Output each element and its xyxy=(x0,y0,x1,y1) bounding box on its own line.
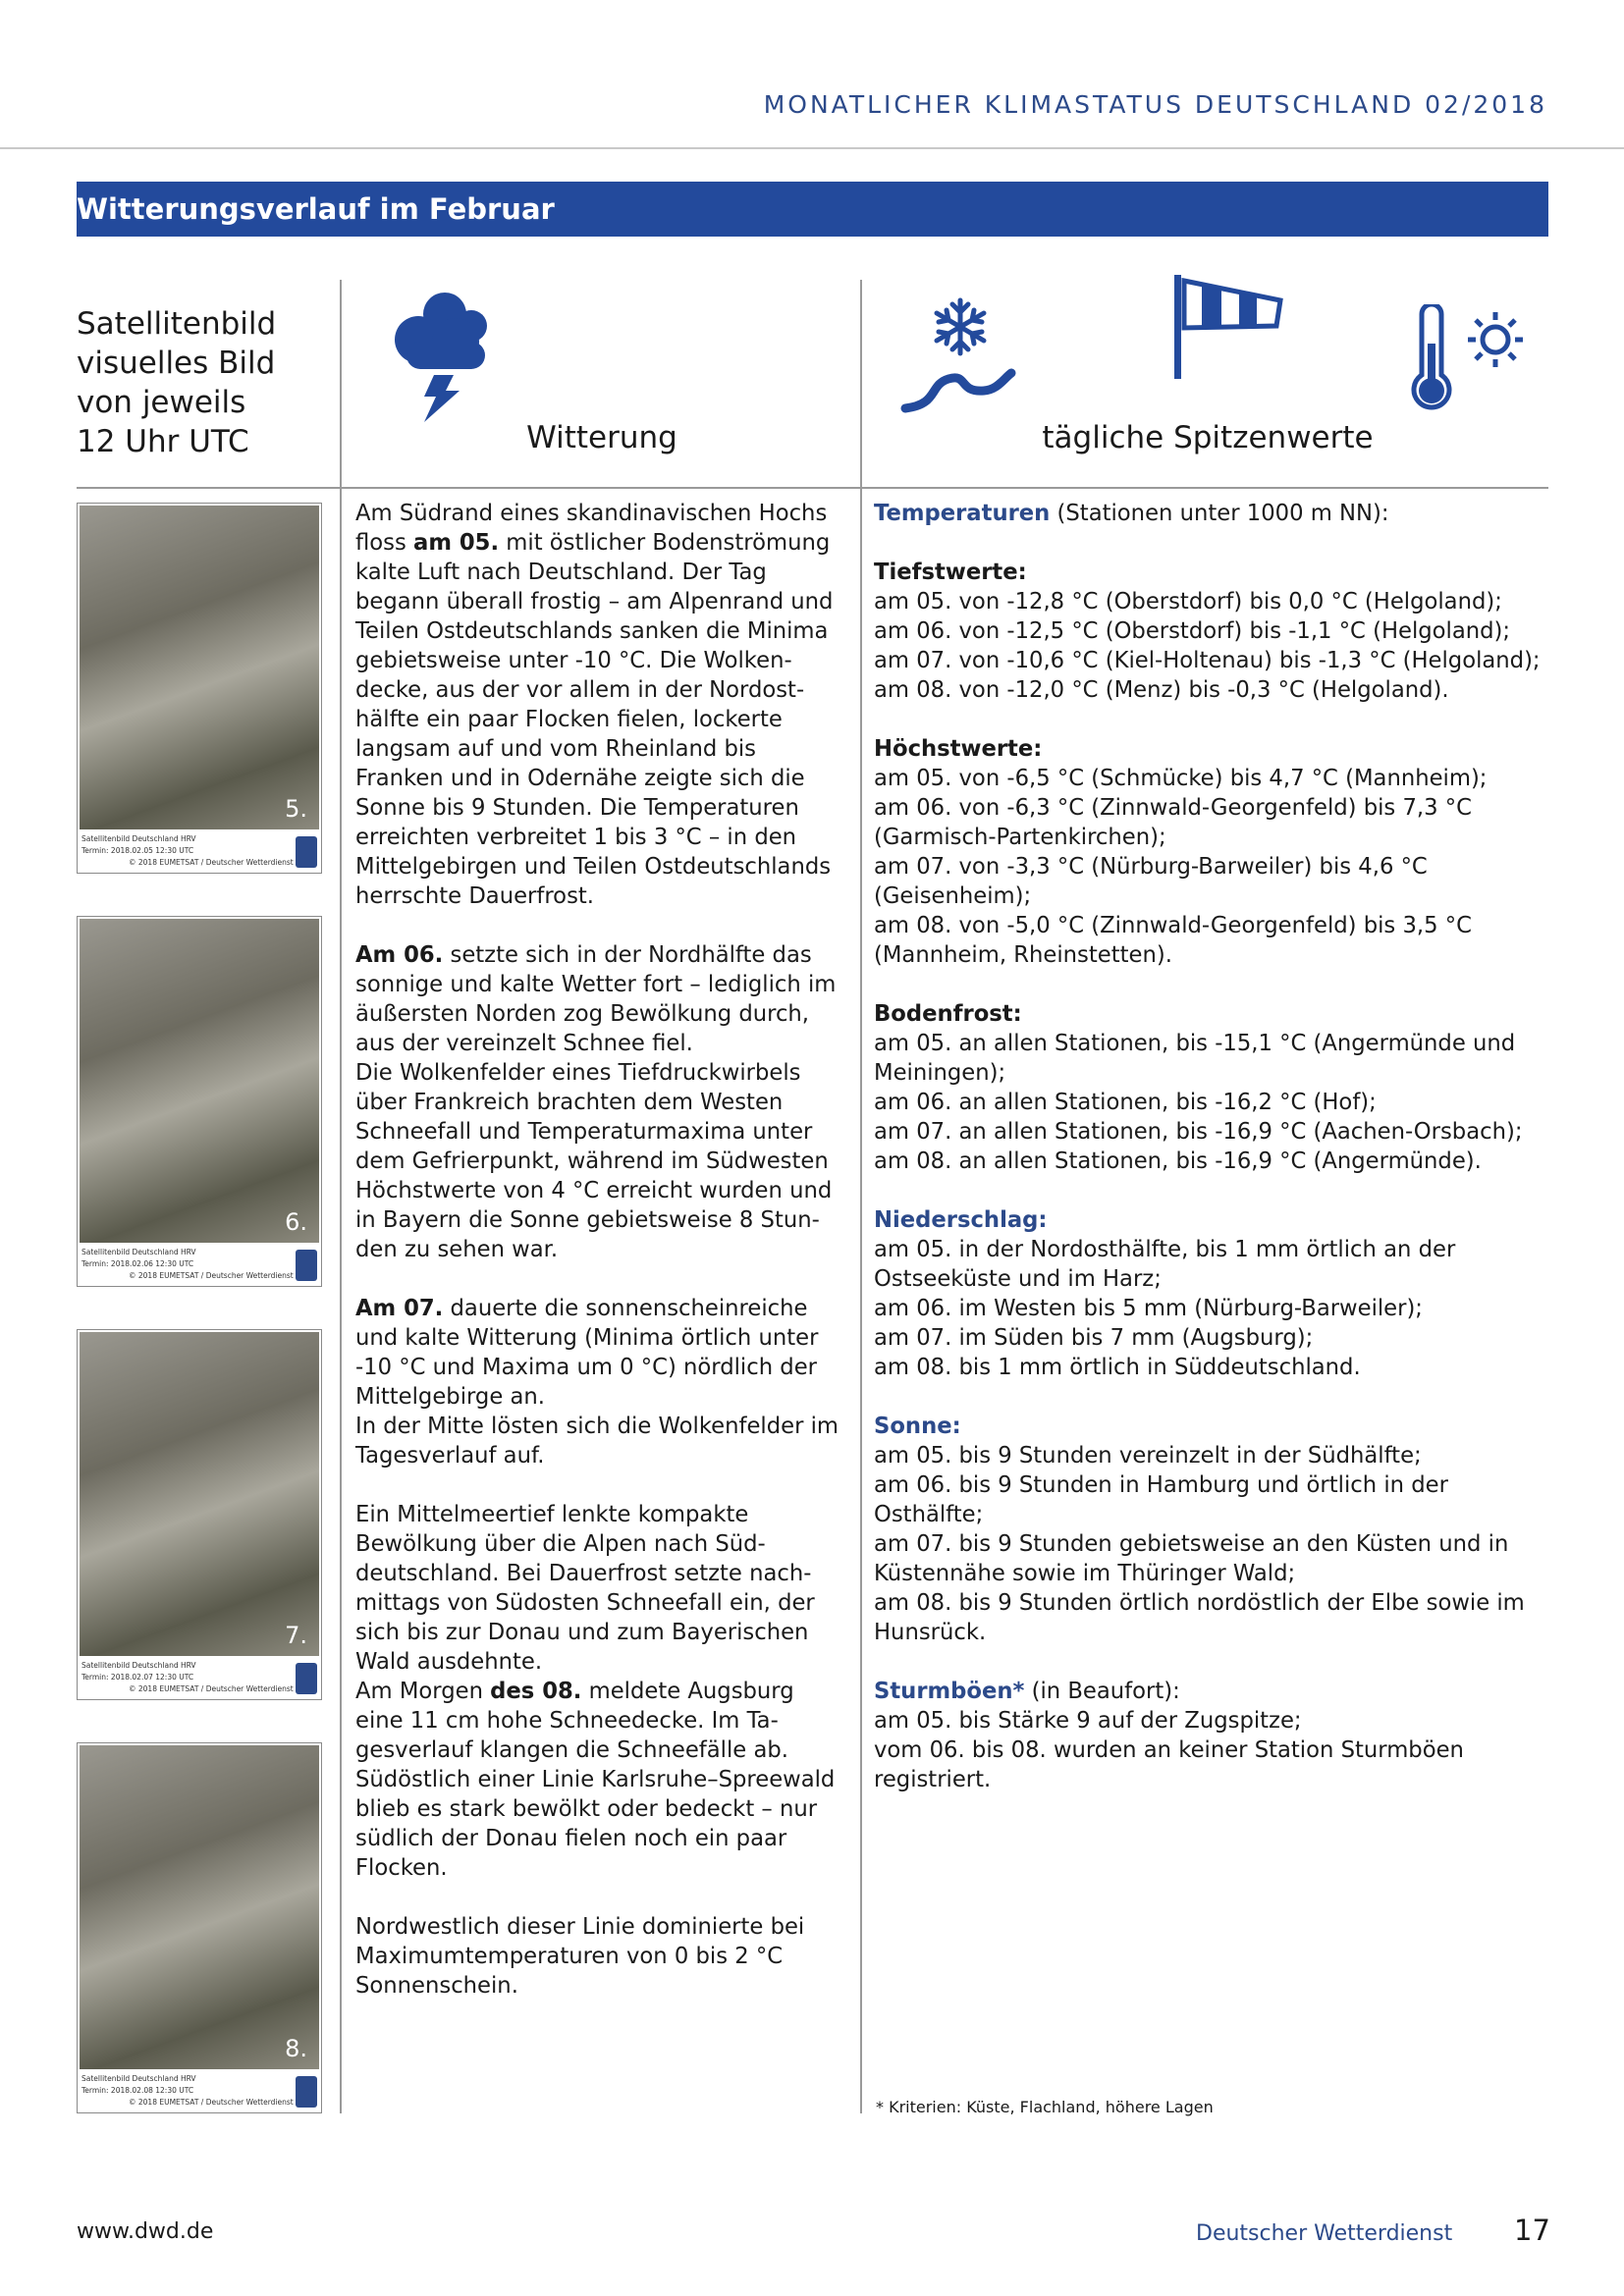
weather-paragraph-05: Am Südrand eines skandinavischen Hochs floss am 05. mit östlicher Bodenströmung kalte Luft nach Deutschland. Der Tag begann überall frostig – am Alpenrand und Teilen Ostdeutschlands sanken die Minima gebietsweise unter -10 °C. Die Wolken- decke, aus der vor allem in der Nordost- hälfte ein paar Flocken fielen, lockerte langsam auf und vom Rheinland bis Franken und in Odernähe zeigte sich die Sonne bis 9 Stunden. Die Temperaturen erreichten verbreitet 1 bis 3 °C – in den Mittelgebirgen und Teilen Ostdeutschlands herrschte Dauerfrost. xyxy=(355,501,834,909)
satellite-image-07 xyxy=(77,1329,322,1700)
weather-paragraph-08: Ein Mittelmeertief lenkte kompakte Bewölkung über die Alpen nach Süd- deutschland. Bei Dauerfrost setzte nach- mittags von Südosten Schneefall ein, der sich bis zur Donau und zum Bayerischen Wald ausdehnte. Am Morgen des 08. meldete Augsburg eine 11 cm hohe Schneedecke. Im Ta- gesverlauf klangen die Schneefälle ab. Südöstlich einer Linie Karlsruhe–Spreewald blieb es stark bewölkt oder bedeckt – nur südlich der Donau fielen noch ein paar Flocken. xyxy=(355,1502,836,1881)
satellite-column-label xyxy=(77,304,332,461)
weather-narrative xyxy=(355,499,846,2030)
satellite-image-08 xyxy=(77,1742,322,2113)
satellite-photo xyxy=(80,1332,319,1656)
section-title: Witterungsverlauf im Februar xyxy=(77,192,555,226)
satellite-photo xyxy=(80,1745,319,2069)
satellite-caption: © 2018 EUMETSAT / Deutscher Wetterdienst xyxy=(129,1684,294,1693)
satellite-caption: Satellitenbild Deutschland HRV xyxy=(81,1248,196,1256)
precipitation-heading: Niederschlag: xyxy=(874,1207,1048,1233)
footnote: * Kriterien: Küste, Flachland, höhere Lagen xyxy=(876,2098,1214,2116)
satellite-caption: Satellitenbild Deutschland HRV xyxy=(81,2074,196,2083)
ground-frost-block: Bodenfrost: am 05. an allen Stationen, bis -15,1 °C (Angermünde und Meiningen); am 06. an allen Stationen, bis -16,2 °C (Hof); am 07. an allen Stationen, bis -16,9 °C (Aachen-Orsbach); am 08. an allen Stationen, bis -16,9 °C (Angermünde). xyxy=(874,999,1542,1176)
satellite-photo xyxy=(80,919,319,1243)
satellite-day-number: 7. xyxy=(285,1622,307,1649)
satellite-image-05 xyxy=(77,503,322,874)
header-divider xyxy=(0,147,1624,149)
column-divider-left xyxy=(340,280,342,2113)
windsock-icon xyxy=(1170,271,1288,379)
minimum-values-block: Tiefstwerte: am 05. von -12,8 °C (Oberstdorf) bis 0,0 °C (Helgoland); am 06. von -12,5 °C (Oberstdorf) bis -1,1 °C (Helgoland); am 07. von -10,6 °C (Kiel-Holtenau) bis -1,3 °C (Helgoland); am 08. von -12,0 °C (Menz) bis -0,3 °C (Helgoland). xyxy=(874,560,1541,703)
page-header-title: MONATLICHER KLIMASTATUS DEUTSCHLAND 02/2018 xyxy=(763,90,1547,119)
satellite-label-line: 12 Uhr UTC xyxy=(77,424,249,459)
temperatures-heading: Temperaturen xyxy=(874,501,1051,526)
ground-frost-heading: Bodenfrost: xyxy=(874,1001,1022,1027)
footer-organization: Deutscher Wetterdienst xyxy=(1196,2221,1453,2246)
thunder-cloud-icon xyxy=(391,291,491,422)
gusts-heading: Sturmböen* xyxy=(874,1679,1025,1704)
thermometer-sun-icon xyxy=(1402,304,1530,418)
weather-paragraph-07: Am 07. dauerte die sonnenscheinreiche und kalte Witterung (Minima örtlich unter -10 °C und Maxima um 0 °C) nördlich der Mittelgebirge an. In der Mitte lösten sich die Wolkenfelder im Tagesverlauf auf. xyxy=(355,1296,839,1468)
satellite-caption: Termin: 2018.02.07 12:30 UTC xyxy=(81,1673,194,1682)
satellite-label-line: von jeweils xyxy=(77,385,246,420)
satellite-image-06 xyxy=(77,916,322,1287)
weather-column-label: Witterung xyxy=(526,420,677,455)
satellite-label-line: visuelles Bild xyxy=(77,346,276,381)
satellite-caption: © 2018 EUMETSAT / Deutscher Wetterdienst xyxy=(129,1271,294,1280)
satellite-caption: © 2018 EUMETSAT / Deutscher Wetterdienst xyxy=(129,858,294,867)
satellite-caption: Termin: 2018.02.06 12:30 UTC xyxy=(81,1259,194,1268)
precipitation-block: Niederschlag: am 05. in der Nordosthälfte, bis 1 mm örtlich an der Ostseeküste und im Harz; am 06. im Westen bis 5 mm (Nürburg-Barweiler); am 07. im Süden bis 7 mm (Augsburg); am 08. bis 1 mm örtlich in Süddeutschland. xyxy=(874,1205,1542,1382)
page-number: 17 xyxy=(1514,2214,1550,2247)
dwd-logo-icon xyxy=(296,836,317,868)
dwd-logo-icon xyxy=(296,2076,317,2108)
maximum-values-block: Höchstwerte: am 05. von -6,5 °C (Schmücke) bis 4,7 °C (Mannheim); am 06. von -6,3 °C (Zinnwald-Georgenfeld) bis 7,3 °C (Garmisch-Partenkirchen); am 07. von -3,3 °C (Nürburg-Barweiler) bis 4,6 °C (Geisenheim); am 08. von -5,0 °C (Zinnwald-Georgenfeld) bis 3,5 °C (Mannheim, Rheinstetten). xyxy=(874,734,1542,970)
section-title-bar xyxy=(77,182,1548,237)
dwd-logo-icon xyxy=(296,1250,317,1281)
satellite-caption: Satellitenbild Deutschland HRV xyxy=(81,1661,196,1670)
footer-url-link[interactable]: www.dwd.de xyxy=(77,2219,214,2244)
satellite-caption: Termin: 2018.02.08 12:30 UTC xyxy=(81,2086,194,2095)
gusts-block: Sturmböen* (in Beaufort): am 05. bis Stärke 9 auf der Zugspitze; vom 06. bis 08. wurden an keiner Station Sturmböen registriert. xyxy=(874,1679,1464,1792)
satellite-day-number: 8. xyxy=(285,2035,307,2062)
maximum-values-heading: Höchstwerte: xyxy=(874,736,1043,762)
satellite-caption: Termin: 2018.02.05 12:30 UTC xyxy=(81,846,194,855)
satellite-label-line: Satellitenbild xyxy=(77,306,277,342)
satellite-day-number: 5. xyxy=(285,795,307,823)
snow-road-icon xyxy=(899,294,1017,414)
peaks-column-label: tägliche Spitzenwerte xyxy=(1042,420,1374,455)
satellite-photo xyxy=(80,506,319,829)
header-row-divider xyxy=(77,487,1548,489)
satellite-caption: © 2018 EUMETSAT / Deutscher Wetterdienst xyxy=(129,2098,294,2107)
sunshine-heading: Sonne: xyxy=(874,1414,961,1439)
satellite-day-number: 6. xyxy=(285,1208,307,1236)
dwd-logo-icon xyxy=(296,1663,317,1694)
weather-paragraph-closing: Nordwestlich dieser Linie dominierte bei Maximumtemperaturen von 0 bis 2 °C Sonnenschein. xyxy=(355,1914,805,1999)
minimum-values-heading: Tiefstwerte: xyxy=(874,560,1027,585)
daily-peaks xyxy=(874,499,1542,1824)
weather-paragraph-06: Am 06. setzte sich in der Nordhälfte das sonnige und kalte Wetter fort – lediglich im äußersten Norden zog Bewölkung durch, aus der vereinzelt Schnee fiel. Die Wolkenfelder eines Tiefdruckwirbels über Frankreich brachten dem Westen Schneefall und Temperaturmaxima unter dem Gefrierpunkt, während im Südwesten Höchstwerte von 4 °C erreicht wurden und in Bayern die Sonne gebietsweise 8 Stun- den zu sehen war. xyxy=(355,942,837,1262)
temperatures-block: Temperaturen (Stationen unter 1000 m NN): xyxy=(874,501,1389,526)
sunshine-block: Sonne: am 05. bis 9 Stunden vereinzelt in der Südhälfte; am 06. bis 9 Stunden in Hamburg und örtlich in der Osthälfte; am 07. bis 9 Stunden gebietsweise an den Küsten und in Küstennähe sowie im Thüringer Wald; am 08. bis 9 Stunden örtlich nordöstlich der Elbe sowie im Hunsrück. xyxy=(874,1412,1542,1647)
satellite-caption: Satellitenbild Deutschland HRV xyxy=(81,834,196,843)
column-divider-right xyxy=(860,280,862,2113)
